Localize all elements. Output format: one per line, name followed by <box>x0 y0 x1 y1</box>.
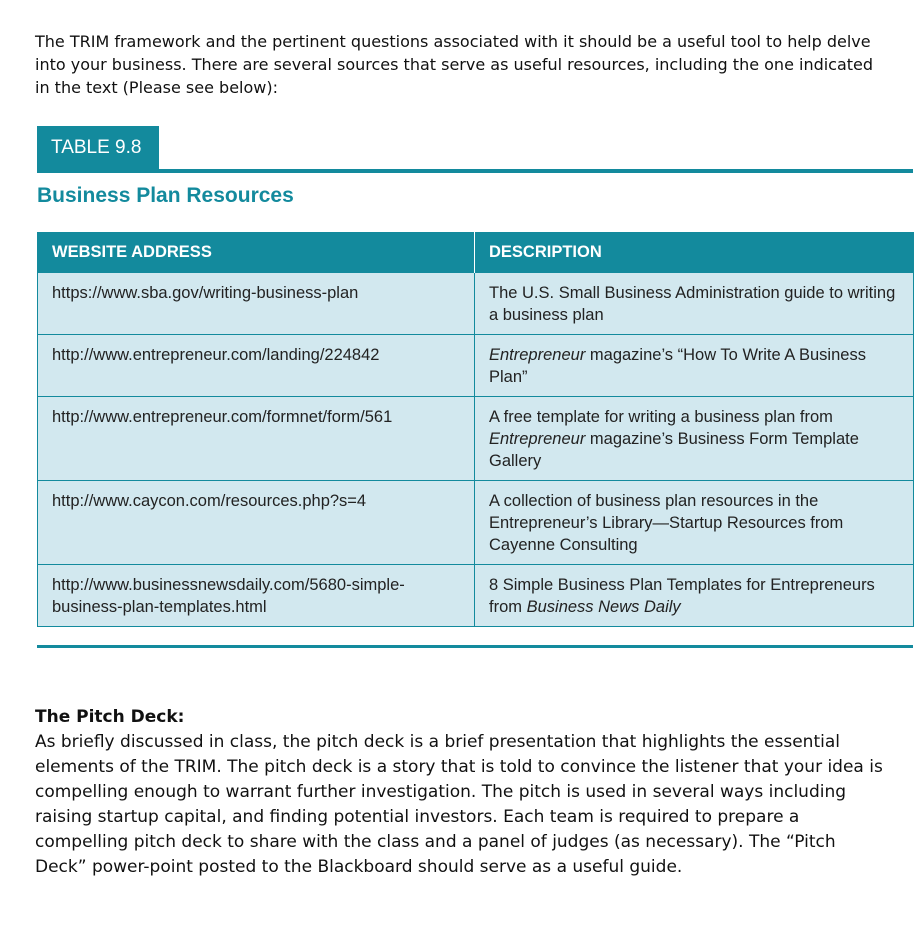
table-row <box>38 481 914 565</box>
table-top-rule <box>37 169 913 173</box>
table-row <box>38 397 914 481</box>
description-text: magazine’s Business Form Template Gallery <box>489 430 859 470</box>
website-address-text: https://www.sba.gov/writing-business-plan <box>52 284 359 302</box>
table-row <box>38 273 914 335</box>
description-text: A free template for writing a business plan from <box>489 408 833 426</box>
description-cell <box>475 481 914 565</box>
website-address-text: http://www.entrepreneur.com/formnet/form/561 <box>52 408 393 426</box>
description-text: 8 Simple Business Plan Templates for Entrepreneurs from <box>489 576 875 616</box>
table-number-label: TABLE 9.8 <box>37 126 159 169</box>
description-cell <box>475 335 914 397</box>
pitch-deck-body: As briefly discussed in class, the pitch deck is a brief presentation that highlights the essential elements of the TRIM. The pitch deck is a story that is told to convince the listener that your idea is compelling enough to warrant further investigation. The pitch is used in several ways including raising startup capital, and finding potential investors. Each team is required to prepare a compelling pitch deck to share with the class and a panel of judges (as necessary). The “Pitch Deck” power-point posted to the Blackboard should serve as a useful guide. <box>35 732 883 877</box>
pitch-deck-heading: The Pitch Deck: <box>35 707 185 727</box>
table-row <box>38 565 914 627</box>
description-text: A collection of business plan resources in the Entrepreneur’s Library—Startup Resources from Cayenne Consulting <box>489 492 844 554</box>
pitch-deck-section <box>35 705 885 880</box>
table-body <box>38 273 914 627</box>
website-address-cell <box>38 397 475 481</box>
description-cell <box>475 273 914 335</box>
website-address-cell <box>38 481 475 565</box>
table-title: Business Plan Resources <box>37 184 294 207</box>
website-address-cell <box>38 335 475 397</box>
description-text: magazine’s “How To Write A Business Plan” <box>489 346 866 386</box>
business-plan-resources-table <box>37 232 914 627</box>
website-address-text: http://www.businessnewsdaily.com/5680-simple-business-plan-templates.html <box>52 576 405 616</box>
description-cell <box>475 565 914 627</box>
website-address-cell <box>38 565 475 627</box>
table-header-row <box>38 232 914 273</box>
description-italic-text: Business News Daily <box>526 598 681 616</box>
website-address-cell <box>38 273 475 335</box>
intro-paragraph: The TRIM framework and the pertinent questions associated with it should be a useful tool to help delve into your business. There are several sources that serve as useful resources, including the one indicated in the text (Please see below): <box>35 32 874 97</box>
website-address-text: http://www.entrepreneur.com/landing/224842 <box>52 346 380 364</box>
description-italic-text: Entrepreneur <box>489 430 586 448</box>
description-cell <box>475 397 914 481</box>
table-row <box>38 335 914 397</box>
header-website-address: WEBSITE ADDRESS <box>38 232 475 273</box>
website-address-text: http://www.caycon.com/resources.php?s=4 <box>52 492 367 510</box>
description-italic-text: Entrepreneur <box>489 346 586 364</box>
header-description: DESCRIPTION <box>475 232 914 273</box>
description-text: The U.S. Small Business Administration guide to writing a business plan <box>489 284 896 324</box>
table-bottom-rule <box>37 645 913 648</box>
